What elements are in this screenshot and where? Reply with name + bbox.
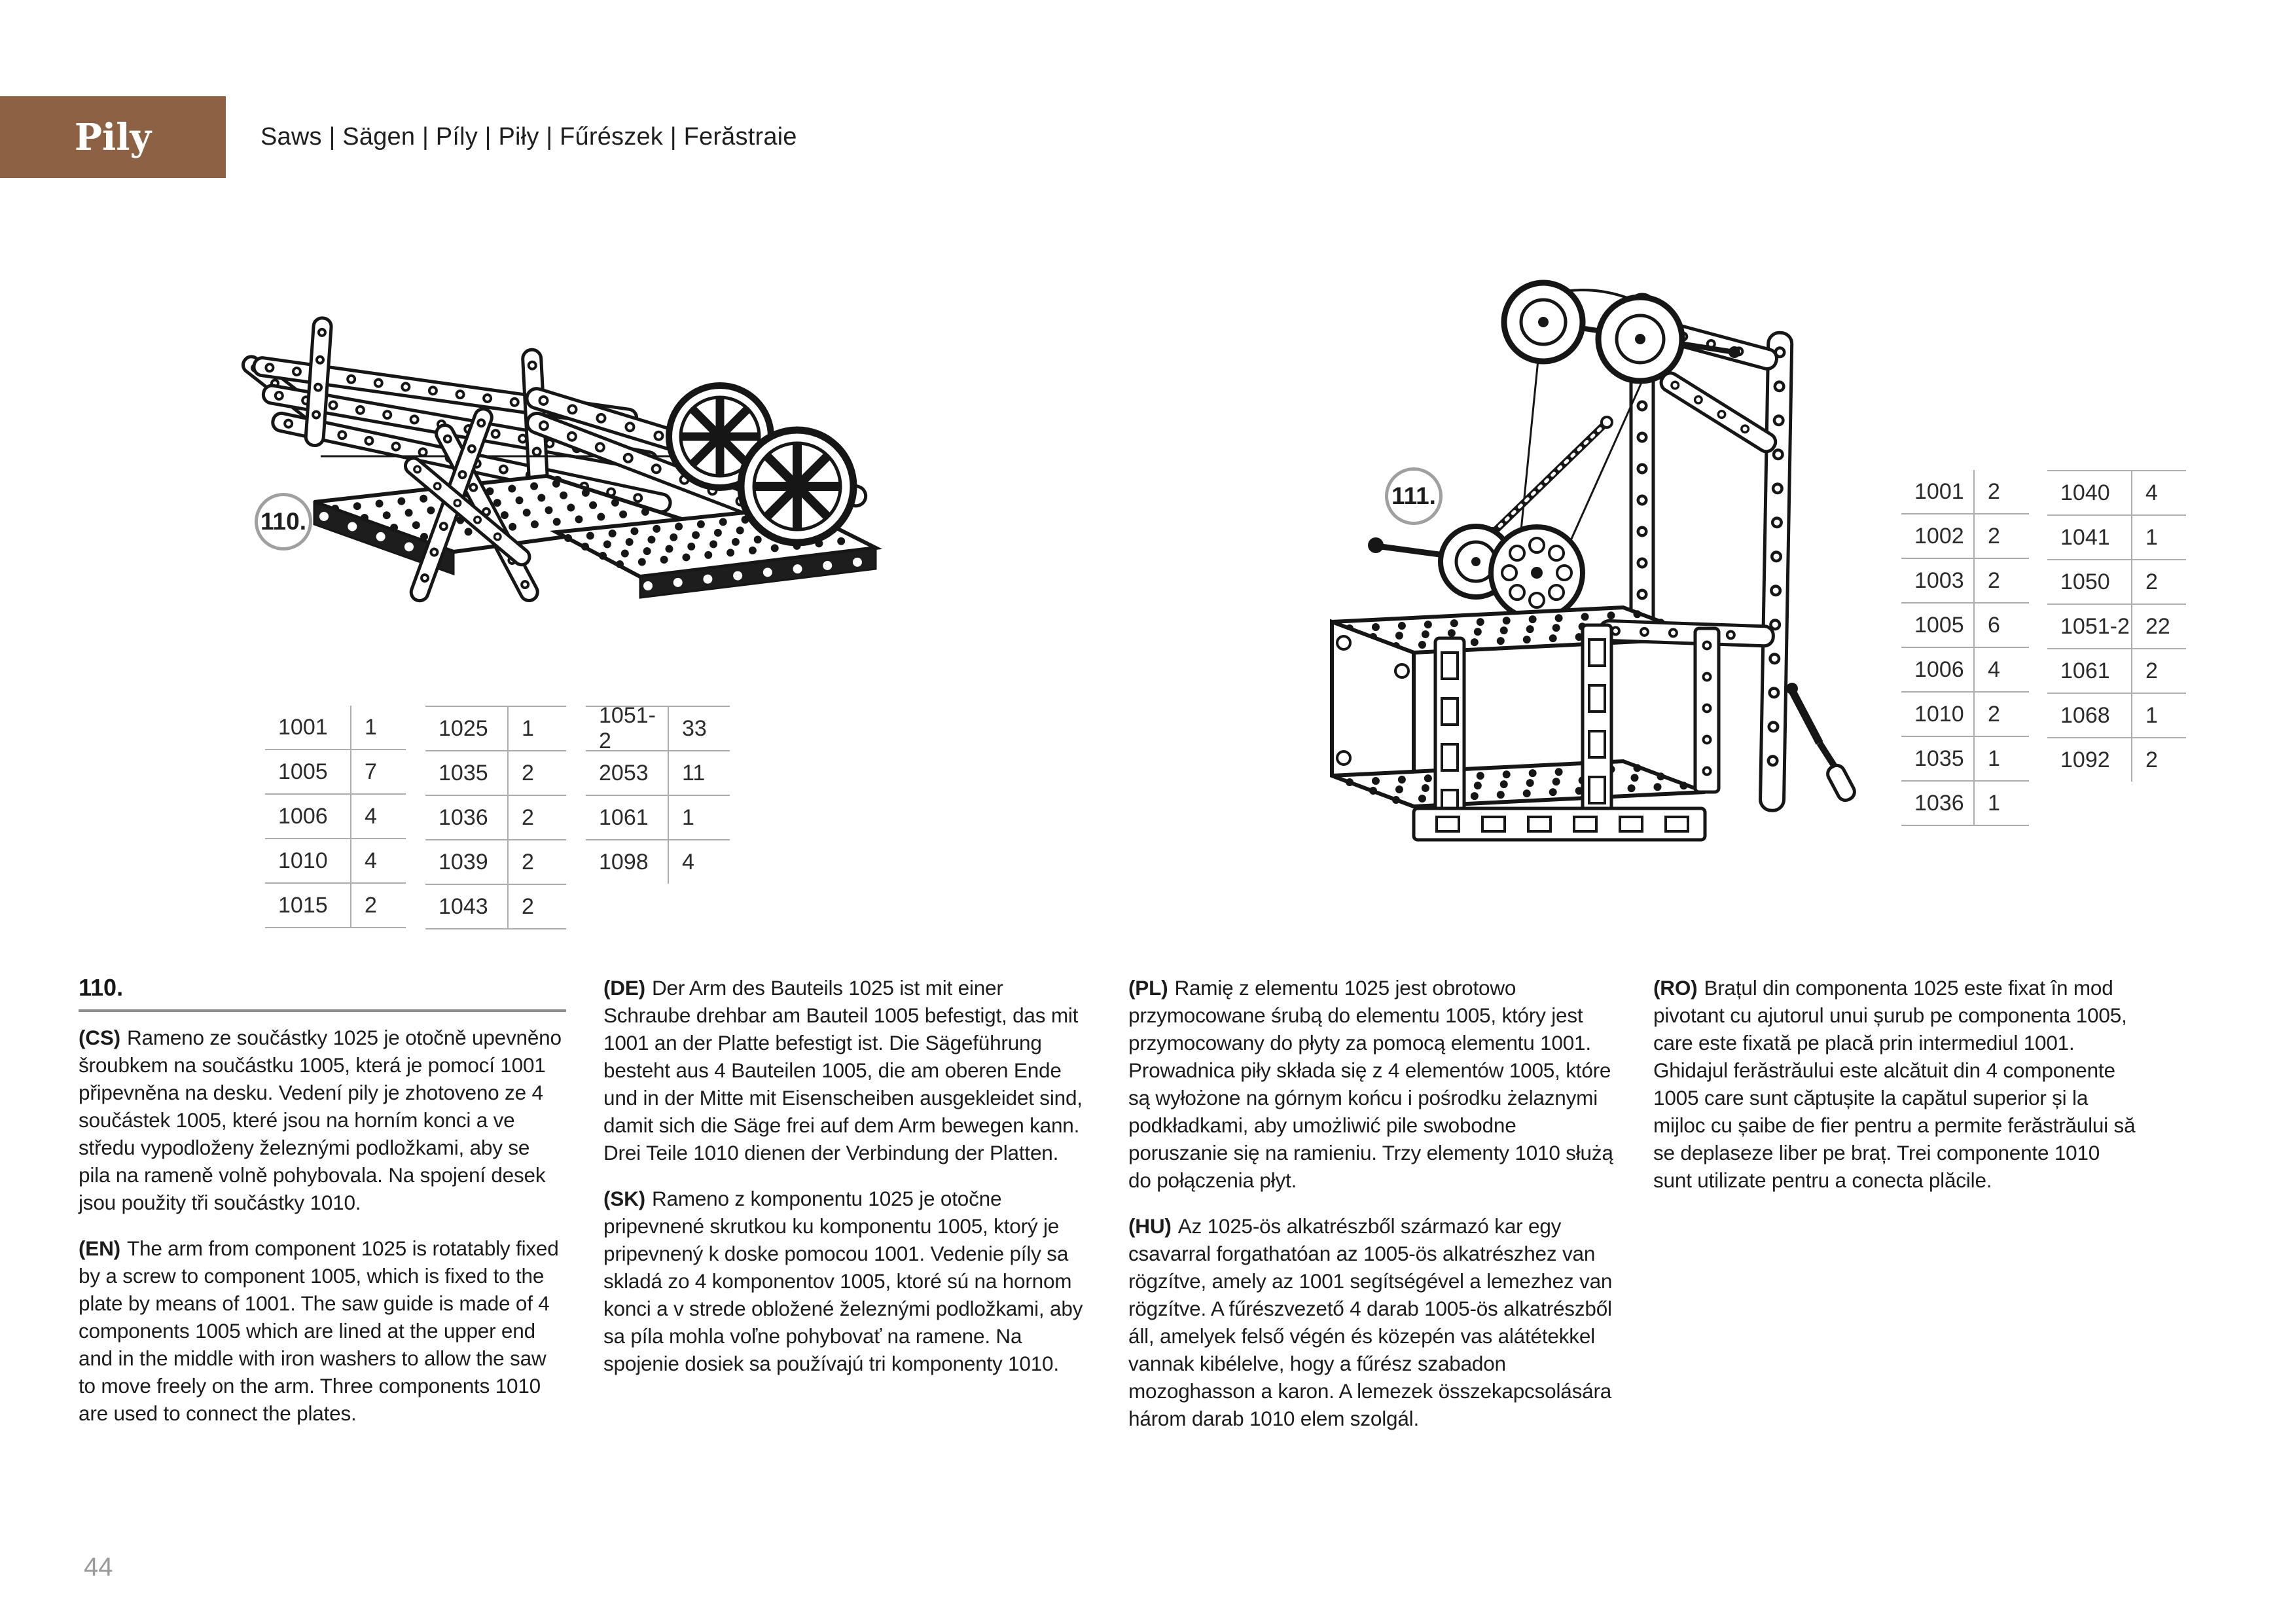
table-row: 1040 4 bbox=[2047, 471, 2186, 516]
table-row: 1061 2 bbox=[2047, 649, 2186, 694]
cord-left bbox=[1520, 360, 1538, 543]
page-number: 44 bbox=[84, 1553, 113, 1581]
table-row: 1005 7 bbox=[265, 750, 406, 795]
table-row: 1061 1 bbox=[586, 796, 730, 840]
paragraph-en-text: The arm from component 1025 is rotatably fixed by a screw to component 1005, which is fixed to the plate by means of 1001. The saw guide is made of 4 components 1005 which are lined at the upper end and in the middle with iron washers to allow the saw to move freely on the arm. Three components 1010 are used to connect the plates. bbox=[79, 1236, 559, 1425]
lang-tag-sk: (SK) bbox=[603, 1187, 645, 1210]
mid-horizontal-strip bbox=[1600, 621, 1774, 646]
chapter-title-multilang: Saws | Sägen | Píly | Piły | Fűrészek | Ferăstraie bbox=[260, 123, 797, 151]
text-column-1 bbox=[79, 974, 566, 1427]
front-strip-2 bbox=[1583, 625, 1611, 821]
text-column-3 bbox=[1128, 974, 1616, 1432]
lang-tag-cs: (CS) bbox=[79, 1026, 120, 1049]
paragraph-ro-text: Brațul din componenta 1025 este fixat în mod pivotant cu ajutorul unui șurub pe componenta 1005, care este fixată pe placă prin intermediul 1001. Ghidajul ferăstrăului este alcătuit din 4 componente 1005 care sunt căptușite la capătul superior și la mijloc cu șaibe de fier pentru a permite ferăstrăului să se deplaseze liber pe braț. Trei componente 1010 sunt utilizate pentru a conecta plăcile. bbox=[1653, 976, 2136, 1192]
text-column-2 bbox=[603, 974, 1091, 1377]
paragraph-de bbox=[603, 974, 1091, 1166]
table-row: 1010 4 bbox=[265, 839, 406, 884]
table-row: 1051-2 22 bbox=[2047, 605, 2186, 649]
figure-111-number-badge: 111. bbox=[1385, 467, 1443, 525]
paragraph-sk bbox=[603, 1185, 1091, 1377]
paragraph-cs bbox=[79, 1024, 566, 1216]
table-row: 1098 4 bbox=[586, 840, 730, 884]
parts-table-110-group-3 bbox=[586, 703, 730, 884]
table-row: 1010 2 bbox=[1901, 693, 2029, 737]
text-column-4 bbox=[1653, 974, 2141, 1194]
axle-end bbox=[1729, 346, 1740, 358]
paragraph-pl bbox=[1128, 974, 1616, 1194]
table-row: 1002 2 bbox=[1901, 514, 2029, 559]
lang-tag-hu: (HU) bbox=[1128, 1214, 1172, 1238]
table-row: 1035 1 bbox=[1901, 737, 2029, 782]
parts-table-111-group-1 bbox=[1901, 470, 2029, 826]
paragraph-de-text: Der Arm des Bauteils 1025 ist mit einer Schraube drehbar am Bauteil 1005 befestigt, das mit 1001 an der Platte befestigt ist. Die Sägeführung besteht aus 4 Bauteilen 1005, die am oberen Ende und in der Mitte mit Eisenscheiben ausgekleidet sind, damit sich die Säge frei auf dem Arm bewegen kann. Drei Teile 1010 dienen der Verbindung der Platten. bbox=[603, 976, 1083, 1164]
table-row: 1043 2 bbox=[425, 885, 566, 929]
table-row: 1039 2 bbox=[425, 840, 566, 885]
figure-110-illustration bbox=[216, 259, 1198, 717]
table-row: 1025 1 bbox=[425, 707, 566, 751]
back-strip bbox=[1695, 628, 1719, 792]
axle-knob bbox=[1368, 537, 1384, 553]
table-row: 1050 2 bbox=[2047, 560, 2186, 605]
table-row: 1001 1 bbox=[265, 706, 406, 750]
parts-table-111-group-2 bbox=[2047, 470, 2186, 782]
figure-110-number-badge: 110. bbox=[255, 493, 312, 550]
table-row: 1001 2 bbox=[1901, 470, 2029, 514]
parts-table-110-group-2 bbox=[425, 706, 566, 929]
paragraph-en bbox=[79, 1235, 566, 1427]
table-row: 1041 1 bbox=[2047, 516, 2186, 560]
paragraph-sk-text: Rameno z komponentu 1025 je otočne pripevnené skrutkou ku komponentu 1005, ktorý je pripevnený k doske pomocou 1001. Vedenie píly sa skladá zo 4 komponentov 1005, ktoré sú na hornom konci a v strede obložené železnými podložkami, aby sa píla mohla voľne pohybovať na ramene. Na spojenie dosiek sa používajú tri komponenty 1010. bbox=[603, 1187, 1083, 1375]
table-row: 1006 4 bbox=[1901, 648, 2029, 693]
table-row: 1006 4 bbox=[265, 795, 406, 839]
table-row: 1015 2 bbox=[265, 884, 406, 928]
paragraph-hu bbox=[1128, 1212, 1616, 1432]
frame-right-column bbox=[1760, 333, 1792, 811]
parts-table-110-group-1 bbox=[265, 706, 406, 928]
paragraph-cs-text: Rameno ze součástky 1025 je otočně upevněno šroubkem na součástku 1005, která je pomocí 1001 připevněna na desku. Vedení pily je zhotoveno ze 4 součástek 1005, které jsou na horním konci a ve středu vypodloženy železnými podložkami, aby se pila na rameně volně pohybovala. Na spojení desek jsou použity tři součástky 1010. bbox=[79, 1026, 562, 1214]
paragraph-pl-text: Ramię z elementu 1025 jest obrotowo przymocowane śrubą do elementu 1005, który jest przymocowany do płyty za pomocą elementu 1001. Prowadnica piły składa się z 4 elementów 1005, które są wyłożone na górnym końcu i pośrodku żelaznymi podkładkami, aby umożliwić pile swobodne poruszanie się na ramieniu. Trzy elementy 1010 służą do połączenia płyt. bbox=[1128, 976, 1613, 1192]
paragraph-hu-text: Az 1025-ös alkatrészből származó kar egy csavarral forgathatóan az 1005-ös alkatrészhez van rögzítve, amely az 1001 segítségével a lemezhez van rögzítve. A fűrészvezető 4 darab 1005-ös alkatrészből áll, amelyek felső végén és közepén vas alátétekkel vannak kibélelve, hogy a fűrész szabadon mozoghasson a karon. A lemezek összekapcsolására három darab 1010 elem szolgál. bbox=[1128, 1214, 1613, 1430]
holed-disc bbox=[1491, 527, 1583, 619]
table-row: 1035 2 bbox=[425, 751, 566, 796]
table-row: 1068 1 bbox=[2047, 694, 2186, 738]
table-row: 1051-2 33 bbox=[586, 707, 730, 751]
table-row: 2053 11 bbox=[586, 751, 730, 796]
section-rule bbox=[79, 1009, 566, 1012]
crank-handle bbox=[1786, 683, 1857, 803]
front-strip-1 bbox=[1435, 638, 1464, 835]
section-heading: 110. bbox=[79, 974, 124, 1001]
table-row: 1092 2 bbox=[2047, 738, 2186, 782]
turnbuckle-rod bbox=[1487, 417, 1612, 539]
pulley-right bbox=[1598, 297, 1682, 381]
chapter-badge: Pily bbox=[0, 96, 226, 178]
lang-tag-ro: (RO) bbox=[1653, 976, 1698, 1000]
bottom-rail bbox=[1414, 808, 1705, 840]
lang-tag-en: (EN) bbox=[79, 1236, 120, 1260]
wheel-front bbox=[741, 430, 853, 543]
lang-tag-de: (DE) bbox=[603, 976, 645, 1000]
pulley-left bbox=[1504, 283, 1583, 361]
figure-111-illustration bbox=[1276, 255, 1878, 975]
table-row: 1005 6 bbox=[1901, 604, 2029, 648]
paragraph-ro bbox=[1653, 974, 2141, 1194]
lang-tag-pl: (PL) bbox=[1128, 976, 1168, 1000]
table-row: 1003 2 bbox=[1901, 559, 2029, 604]
table-row: 1036 1 bbox=[1901, 782, 2029, 826]
table-row: 1036 2 bbox=[425, 796, 566, 840]
